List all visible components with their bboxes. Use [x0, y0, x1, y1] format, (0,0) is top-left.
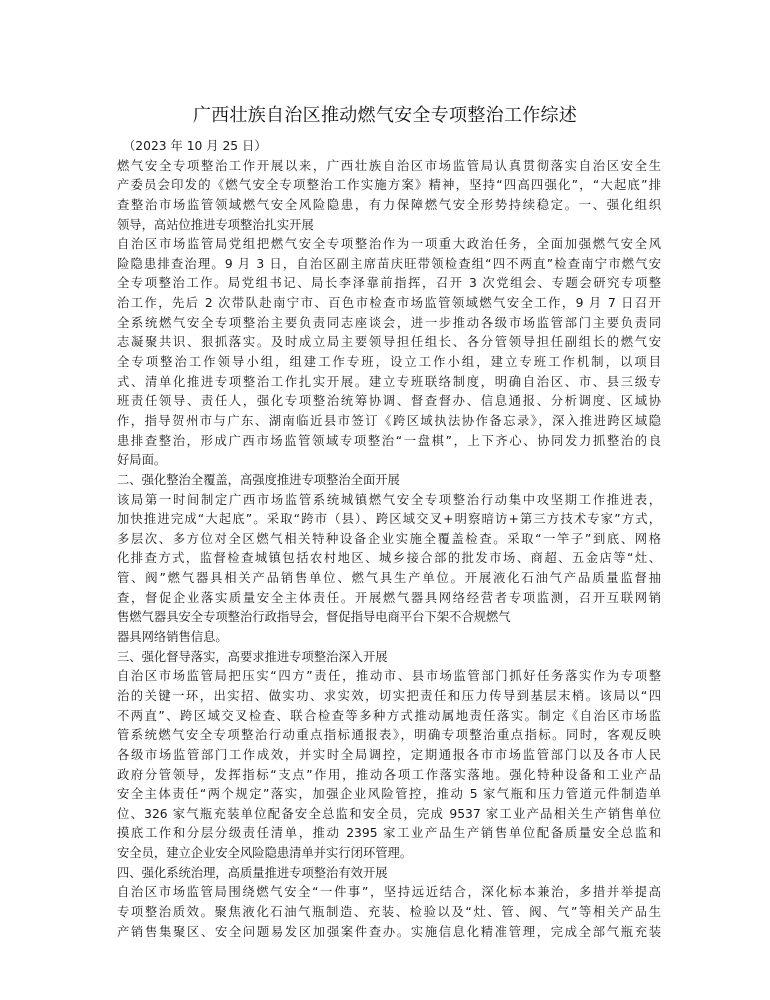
body-line: 式、清单化推进专项整治工作扎实开展。建立专班联络制度，明确自治区、市、县三级专	[117, 374, 661, 389]
body-line: 售燃气器具安全专项整治行政指导会，督促指导电商平台下架不合规燃气	[117, 610, 511, 625]
body-line: 班责任领导、责任人，强化专项整治统筹协调、督查督办、信息通报、分析调度、区域协	[117, 394, 661, 409]
body-line: 好局面。	[117, 453, 167, 468]
body-line: 治的关键一环，出实招、做实功、求实效，切实把责任和压力传导到基层末梢。该局以“四	[117, 688, 661, 703]
body-line: 燃气安全专项整治工作开展以来，广西壮族自治区市场监管局认真贯彻落实自治区安全生	[117, 158, 661, 173]
body-line: 查，督促企业落实质量安全主体责任。开展燃气器具网络经营者专项监测，召开互联网销	[117, 590, 661, 605]
body-line: 位、326 家气瓶充装单位配备安全总监和安全员，完成 9537 家工业产品相关生产销售单位	[117, 806, 661, 821]
body-line: 管系统燃气安全专项整治行动重点指标通报表》，明确专项整治重点指标。同时，客观反映	[117, 728, 661, 743]
body-line: 管、阀”燃气器具相关产品销售单位、燃气具生产单位。开展液化石油气产品质量监督抽	[117, 571, 661, 586]
body-line: 二、强化整治全覆盖，高强度推进专项整治全面开展	[117, 472, 400, 487]
body-line: 四、强化系统治理，高质量推进专项整治有效开展	[117, 865, 388, 880]
body-line: （2023 年 10 月 25 日）	[123, 139, 267, 153]
body-line: 全专项整治工作领导小组，组建工作专班，设立工作小组，建立专班工作机制，以项目	[117, 355, 661, 370]
body-line: 自治区市场监管局党组把燃气安全专项整治作为一项重大政治任务，全面加强燃气安全风	[117, 237, 661, 252]
body-line: 险隐患排查治理。9 月 3 日，自治区副主席苗庆旺带领检查组“四不两直”检查南宁市燃气安	[117, 256, 661, 271]
body-line: 自治区市场监管局把压实“四方”责任，推动市、县市场监管部门抓好任务落实作为专项整	[117, 669, 661, 684]
body-line: 化排查方式，监督检查城镇包括农村地区、城乡接合部的批发市场、商超、五金店等“灶、	[117, 551, 661, 566]
body-line: 安全主体责任“两个规定”落实，加强企业风险管控，推动 5 家气瓶和压力管道元件制造单	[117, 787, 661, 802]
body-line: 自治区市场监管局围绕燃气安全“一件事”，坚持远近结合，深化标本兼治，多措并举提高	[117, 885, 661, 900]
body-line: 政府分管领导，发挥指标“支点”作用，推动各项工作落实落地。强化特种设备和工业产品	[117, 767, 661, 782]
body-line: 患排查整治，形成广西市场监管领域专项整治“一盘棋”，上下齐心、协同发力抓整治的良	[117, 433, 661, 448]
body-line: 全系统燃气安全专项整治主要负责同志座谈会，进一步推动各级市场监管部门主要负责同	[117, 315, 661, 330]
body-line: 摸底工作和分层分级责任清单，推动 2395 家工业产品生产销售单位配备质量安全总监和	[117, 826, 661, 841]
body-line: 治工作，先后 2 次带队赴南宁市、百色市检查市场监管领域燃气安全工作，9 月 7 日召开	[117, 296, 661, 311]
body-line: 查整治市场监管领域燃气安全风险隐患，有力保障燃气安全形势持续稳定。一、强化组织	[117, 197, 661, 212]
body-line: 三、强化督导落实，高要求推进专项整治深入开展	[117, 649, 388, 664]
body-line: 产委员会印发的《燃气安全专项整治工作实施方案》精神，坚持“四高四强化”，“大起底”排	[117, 178, 661, 193]
body-line: 该局第一时间制定广西市场监管系统城镇燃气安全专项整治行动集中攻坚期工作推进表，	[117, 492, 661, 507]
body-line: 安全员，建立企业安全风险隐患清单并实行闭环管理。	[117, 846, 413, 861]
body-line: 全专项整治工作。局党组书记、局长李泽靠前指挥，召开 3 次党组会、专题会研究专项整	[117, 276, 661, 291]
document-title: 广西壮族自治区推动燃气安全专项整治工作综述	[192, 105, 578, 126]
body-line: 加快推进完成“大起底”。采取“跨市（县）、跨区域交叉+明察暗访+第三方技术专家”方式，	[117, 512, 661, 527]
body-line: 器具网络销售信息。	[117, 630, 228, 645]
document-body	[117, 137, 661, 942]
body-line: 专项整治质效。聚焦液化石油气瓶制造、充装、检验以及“灶、管、阀、气”等相关产品生	[117, 904, 661, 919]
body-line: 领导，高站位推进专项整治扎实开展	[117, 217, 314, 232]
body-line: 各级市场监管部门工作成效，并实时全局调控，定期通报各市市场监管部门以及各市人民	[117, 747, 661, 762]
body-line: 作，指导贺州市与广东、湖南临近县市签订《跨区域执法协作备忘录》，深入推进跨区域隐	[117, 413, 661, 428]
body-line: 不两直”、跨区域交叉检查、联合检查等多种方式推动属地责任落实。制定《自治区市场监	[117, 708, 661, 723]
body-line: 多层次、多方位对全区燃气相关特种设备企业实施全覆盖检查。采取“一竿子”到底、网格	[117, 531, 661, 546]
body-line: 志凝聚共识、狠抓落实。及时成立局主要领导担任组长、各分管领导担任副组长的燃气安	[117, 335, 661, 350]
body-line: 产销售集聚区、安全问题易发区加强案件查办。实施信息化精准管理，完成全部气瓶充装	[117, 924, 661, 939]
